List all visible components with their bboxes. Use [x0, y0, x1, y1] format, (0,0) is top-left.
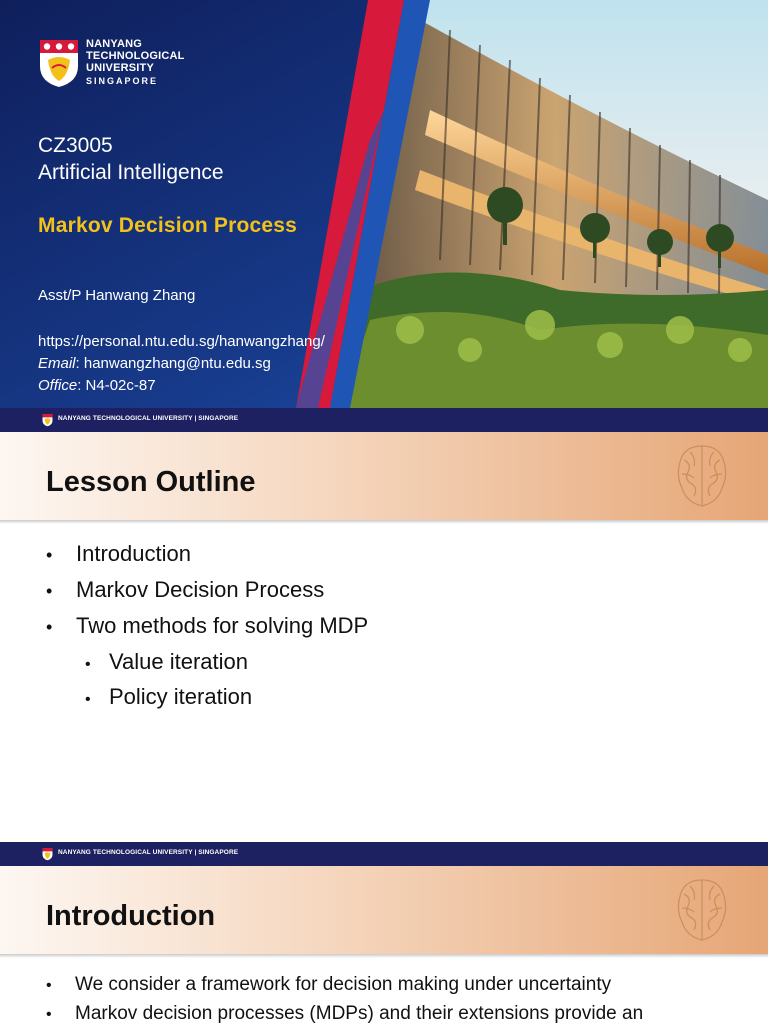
- logo-line4: SINGAPORE: [86, 76, 159, 86]
- bullet-glyph: •: [46, 1006, 52, 1023]
- bullet-text: Two methods for solving MDP: [76, 613, 369, 638]
- ntu-logo: [38, 38, 185, 88]
- email-label: Email: [38, 355, 76, 372]
- slide-title: Introduction: [46, 900, 216, 932]
- slide-title: Lesson Outline: [46, 466, 256, 498]
- outline-bullet-1: [46, 541, 191, 567]
- office-value: : N4-02c-87: [77, 377, 156, 394]
- outline-sub-bullet-2: [85, 684, 252, 710]
- course-code: CZ3005: [38, 134, 113, 157]
- intro-bullet-1: [46, 974, 611, 996]
- bullet-text: Markov Decision Process: [76, 577, 325, 602]
- slide-header: [0, 432, 768, 520]
- slide-footer: [0, 842, 768, 866]
- bullet-glyph: •: [85, 656, 91, 673]
- footer-text: NANYANG TECHNOLOGICAL UNIVERSITY | SINGAPORE: [58, 849, 239, 856]
- bullet-glyph: •: [46, 617, 53, 637]
- outline-bullet-2: [46, 577, 324, 603]
- email-value[interactable]: : hanwangzhang@ntu.edu.sg: [75, 355, 271, 372]
- homepage-link[interactable]: https://personal.ntu.edu.sg/hanwangzhang/: [38, 333, 325, 350]
- lecture-topic: Markov Decision Process: [38, 214, 298, 237]
- course-heading: [38, 132, 224, 186]
- outline-sub-bullet-1: [85, 649, 248, 675]
- bullet-glyph: •: [46, 545, 53, 565]
- footer-text: NANYANG TECHNOLOGICAL UNIVERSITY | SINGAPORE: [58, 415, 239, 422]
- brain-icon: [674, 876, 730, 944]
- intro-bullet-2: [46, 1003, 643, 1024]
- bullet-text: We consider a framework for decision making under uncertainty: [75, 974, 612, 995]
- logo-line3: UNIVERSITY: [86, 62, 155, 74]
- bullet-glyph: •: [46, 977, 52, 994]
- bullet-text: Markov decision processes (MDPs) and their extensions provide an: [75, 1003, 644, 1024]
- ntu-crest-icon: [38, 38, 80, 88]
- bullet-text: Value iteration: [109, 649, 249, 674]
- bullet-glyph: •: [46, 581, 53, 601]
- logo-line1: NANYANG: [86, 38, 143, 50]
- title-slide: [0, 0, 768, 432]
- brain-icon: [674, 442, 730, 510]
- course-name: Artificial Intelligence: [38, 161, 224, 184]
- slide-footer: [0, 408, 768, 432]
- slide-header: [0, 866, 768, 954]
- outline-bullet-3: [46, 613, 368, 639]
- introduction-slide: [0, 866, 768, 1024]
- contact-block: [38, 331, 325, 397]
- bullet-text: Introduction: [76, 541, 191, 566]
- ntu-crest-icon: [42, 847, 53, 861]
- office-label: Office: [38, 377, 78, 394]
- outline-slide: [0, 432, 768, 866]
- bullet-glyph: •: [85, 691, 91, 708]
- bullet-text: Policy iteration: [109, 684, 253, 709]
- logo-line2: TECHNOLOGICAL: [86, 50, 185, 62]
- ntu-crest-icon: [42, 413, 53, 427]
- author-name: Asst/P Hanwang Zhang: [38, 287, 196, 304]
